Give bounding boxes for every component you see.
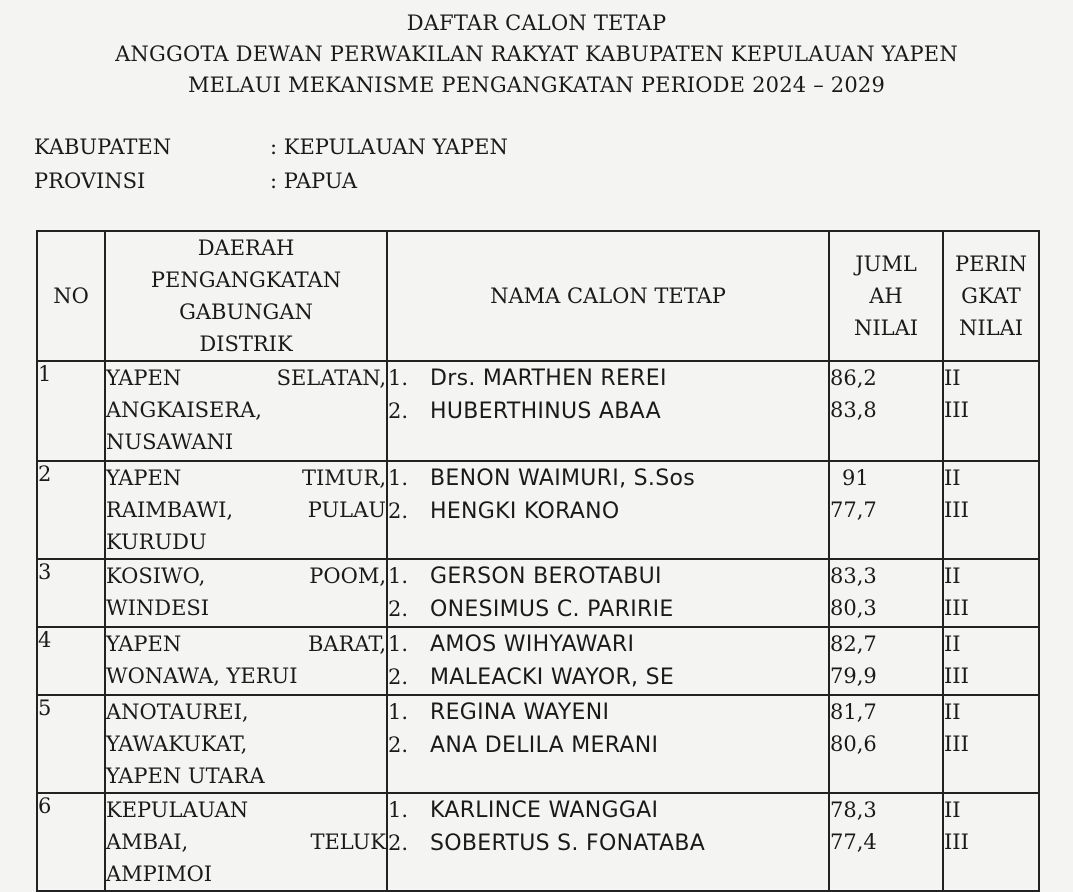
candidate-line xyxy=(388,628,828,661)
candidate-number: 2. xyxy=(388,597,409,621)
daerah-line: WONAWA, YERUI xyxy=(106,664,298,688)
candidate-name: HUBERTHINUS ABAA xyxy=(430,399,661,424)
candidate-number: 2. xyxy=(388,831,409,855)
candidate-line xyxy=(388,395,828,428)
nama-cell xyxy=(387,559,829,627)
candidate-line xyxy=(388,362,828,395)
daerah-line: YAPEN UTARA xyxy=(106,764,265,788)
meta-provinsi xyxy=(34,169,357,193)
peringkat-cell xyxy=(943,627,1039,695)
table-row xyxy=(37,361,1039,461)
candidate-line xyxy=(388,794,828,827)
candidate-line xyxy=(388,593,828,626)
candidate-line xyxy=(388,827,828,860)
header-jumlah-line: JUML xyxy=(855,252,917,276)
nama-cell xyxy=(387,695,829,793)
jumlah-nilai-cell xyxy=(829,695,943,793)
jumlah-nilai-cell xyxy=(829,627,943,695)
daerah-line: RAIMBAWI, PULAU xyxy=(106,498,386,522)
candidate-number: 1. xyxy=(388,466,409,490)
provinsi-value: : PAPUA xyxy=(270,169,358,193)
document-title xyxy=(0,8,1073,101)
kabupaten-label: KABUPATEN xyxy=(34,135,172,159)
daerah-cell xyxy=(105,559,387,627)
header-no: NO xyxy=(37,231,105,361)
provinsi-label: PROVINSI xyxy=(34,169,146,193)
nilai-value: 77,7 xyxy=(830,498,877,522)
candidate-name: KARLINCE WANGGAI xyxy=(430,798,659,823)
daerah-cell xyxy=(105,793,387,891)
daerah-line: KOSIWO, POOM, xyxy=(106,564,386,588)
header-jumlah-line: AH xyxy=(869,284,903,308)
jumlah-nilai-cell xyxy=(829,559,943,627)
table-body xyxy=(37,361,1039,891)
nilai-value: 79,9 xyxy=(830,664,877,688)
jumlah-nilai-cell xyxy=(829,461,943,559)
jumlah-nilai-cell xyxy=(829,793,943,891)
candidate-line xyxy=(388,560,828,593)
candidate-name: BENON WAIMURI, S.Sos xyxy=(430,466,695,491)
nilai-value: 91 xyxy=(842,466,869,490)
header-daerah-line: PENGANGKATAN xyxy=(150,268,342,292)
peringkat-cell xyxy=(943,793,1039,891)
peringkat-cell xyxy=(943,361,1039,461)
meta-kabupaten xyxy=(34,135,508,159)
daerah-cell xyxy=(105,461,387,559)
title-line-2: ANGGOTA DEWAN PERWAKILAN RAKYAT KABUPATEN KEPULAUAN YAPEN xyxy=(115,42,958,66)
nilai-value: 81,7 xyxy=(830,700,877,724)
candidate-name: SOBERTUS S. FONATABA xyxy=(430,831,706,856)
table-row xyxy=(37,461,1039,559)
nama-cell xyxy=(387,461,829,559)
daerah-cell xyxy=(105,695,387,793)
candidate-number: 1. xyxy=(388,366,409,390)
header-daerah-line: GABUNGAN xyxy=(179,300,313,324)
table-row xyxy=(37,559,1039,627)
nama-cell xyxy=(387,793,829,891)
row-number: 4 xyxy=(37,627,105,695)
peringkat-value: II xyxy=(944,466,961,490)
nama-cell xyxy=(387,361,829,461)
daerah-line: ANGKAISERA, xyxy=(106,398,262,422)
candidate-line xyxy=(388,729,828,762)
peringkat-cell xyxy=(943,695,1039,793)
daerah-line: ANOTAUREI, xyxy=(106,700,249,724)
peringkat-value: III xyxy=(944,830,969,854)
peringkat-cell xyxy=(943,559,1039,627)
candidate-line xyxy=(388,661,828,694)
daerah-line: KURUDU xyxy=(106,530,207,554)
nilai-value: 86,2 xyxy=(830,366,877,390)
header-daerah xyxy=(105,231,387,361)
kabupaten-value: : KEPULAUAN YAPEN xyxy=(270,135,508,159)
daerah-line: AMBAI, TELUK xyxy=(106,830,386,854)
daerah-line: YAPEN BARAT, xyxy=(106,632,386,656)
header-nama: NAMA CALON TETAP xyxy=(387,231,829,361)
daerah-line: NUSAWANI xyxy=(106,430,234,454)
candidate-number: 2. xyxy=(388,499,409,523)
header-daerah-line: DAERAH xyxy=(197,236,295,260)
candidate-name: HENGKI KORANO xyxy=(430,499,620,524)
daerah-line: KEPULAUAN xyxy=(106,798,249,822)
peringkat-value: III xyxy=(944,398,969,422)
candidate-table xyxy=(36,230,1040,892)
title-line-1: DAFTAR CALON TETAP xyxy=(406,11,667,35)
peringkat-value: III xyxy=(944,596,969,620)
candidate-name: ANA DELILA MERANI xyxy=(430,733,659,758)
candidate-number: 2. xyxy=(388,399,409,423)
table-header-row xyxy=(37,231,1039,361)
nilai-value: 80,3 xyxy=(830,596,877,620)
daerah-line: AMPIMOI xyxy=(106,862,213,886)
candidate-name: GERSON BEROTABUI xyxy=(430,564,662,589)
title-line-3: MELAUI MEKANISME PENGANGKATAN PERIODE 2024 – 2029 xyxy=(187,73,886,97)
candidate-number: 1. xyxy=(388,700,409,724)
candidate-number: 2. xyxy=(388,665,409,689)
row-number: 3 xyxy=(37,559,105,627)
header-jumlah-nilai xyxy=(829,231,943,361)
nilai-value: 83,3 xyxy=(830,564,877,588)
peringkat-value: III xyxy=(944,498,969,522)
row-number: 1 xyxy=(37,361,105,461)
nama-cell xyxy=(387,627,829,695)
candidate-number: 1. xyxy=(388,632,409,656)
daerah-line: WINDESI xyxy=(106,596,210,620)
candidate-number: 1. xyxy=(388,564,409,588)
candidate-name: AMOS WIHYAWARI xyxy=(430,632,635,657)
daerah-line: YAPEN SELATAN, xyxy=(106,366,386,390)
jumlah-nilai-cell xyxy=(829,361,943,461)
header-peringkat-line: NILAI xyxy=(958,316,1024,340)
row-number: 6 xyxy=(37,793,105,891)
peringkat-value: III xyxy=(944,664,969,688)
peringkat-cell xyxy=(943,461,1039,559)
daerah-cell xyxy=(105,361,387,461)
nilai-value: 78,3 xyxy=(830,798,877,822)
nilai-value: 80,6 xyxy=(830,732,877,756)
candidate-number: 1. xyxy=(388,798,409,822)
candidate-name: REGINA WAYENI xyxy=(430,700,610,725)
header-daerah-line: DISTRIK xyxy=(199,332,293,356)
candidate-name: Drs. MARTHEN REREI xyxy=(430,366,667,391)
daerah-line: YAWAKUKAT, xyxy=(106,732,248,756)
daerah-line: YAPEN TIMUR, xyxy=(106,466,386,490)
daerah-cell xyxy=(105,627,387,695)
header-peringkat-line: PERIN xyxy=(955,252,1027,276)
candidate-name: ONESIMUS C. PARIRIE xyxy=(430,597,674,622)
header-peringkat-line: GKAT xyxy=(961,284,1021,308)
peringkat-value: II xyxy=(944,366,961,390)
peringkat-value: II xyxy=(944,798,961,822)
candidate-line xyxy=(388,462,828,495)
table-row xyxy=(37,695,1039,793)
peringkat-value: II xyxy=(944,700,961,724)
candidate-line xyxy=(388,495,828,528)
nilai-value: 77,4 xyxy=(830,830,877,854)
peringkat-value: III xyxy=(944,732,969,756)
header-peringkat-nilai xyxy=(943,231,1039,361)
table-row xyxy=(37,627,1039,695)
candidate-name: MALEACKI WAYOR, SE xyxy=(430,665,675,690)
row-number: 5 xyxy=(37,695,105,793)
peringkat-value: II xyxy=(944,564,961,588)
row-number: 2 xyxy=(37,461,105,559)
nilai-value: 83,8 xyxy=(830,398,877,422)
header-jumlah-line: NILAI xyxy=(853,316,919,340)
peringkat-value: II xyxy=(944,632,961,656)
candidate-line xyxy=(388,696,828,729)
nilai-value: 82,7 xyxy=(830,632,877,656)
candidate-number: 2. xyxy=(388,733,409,757)
table-row xyxy=(37,793,1039,891)
